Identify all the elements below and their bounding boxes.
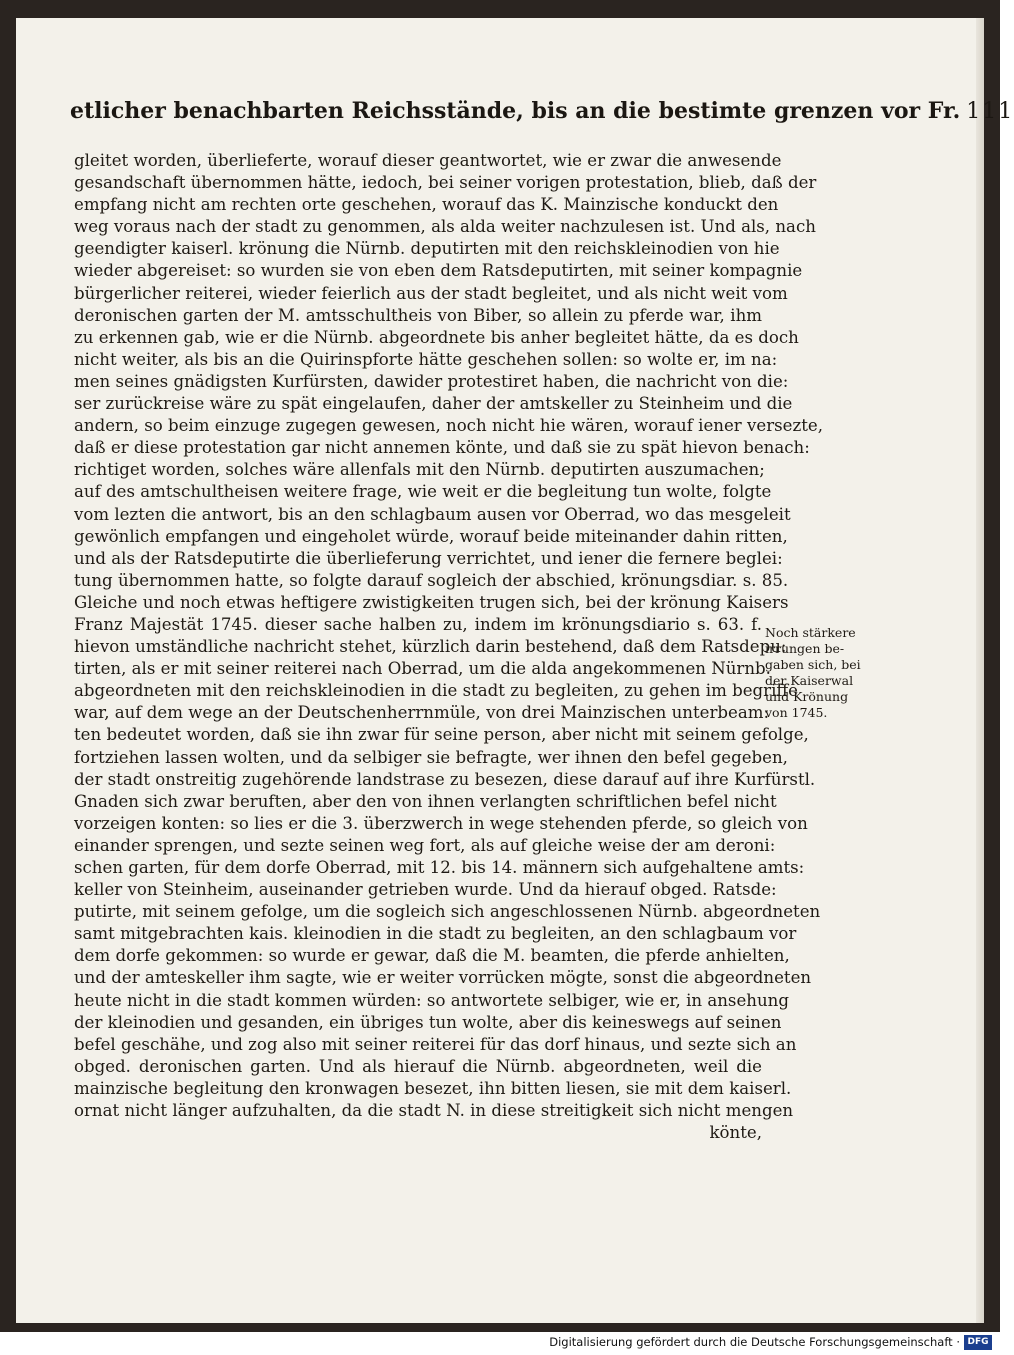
margin-note (765, 625, 875, 721)
margin-note-line: von 1745. (765, 705, 828, 720)
text-line: ser zurückreise wäre zu spät eingelaufen, daher der amtskeller zu Steinheim und die (74, 394, 793, 414)
text-line: und als der Ratsdeputirte die überlieferung verrichtet, und iener die fernere beglei: (74, 548, 783, 568)
text-line: andern, so beim einzuge zugegen gewesen, noch nicht hie wären, worauf iener versezte, (74, 416, 823, 436)
footer-bar (0, 1332, 1000, 1355)
text-line: heute nicht in die stadt kommen würden: so antwortete selbiger, wie er, in ansehung (74, 990, 789, 1010)
text-line: tirten, als er mit seiner reiterei nach Oberrad, um die alda angekommenen Nürnb. (74, 659, 771, 679)
text-line: daß er diese protestation gar nicht annemen könte, und daß sie zu spät hievon benach: (74, 438, 810, 458)
text-line: Gnaden sich zwar beruften, aber den von ihnen verlangten schriftlichen befel nicht (74, 791, 777, 811)
text-line: der kleinodien und gesanden, ein übriges tun wolte, aber dis keineswegs auf seinen (74, 1012, 782, 1032)
footer-credit: Digitalisierung gefördert durch die Deutsche Forschungsgemeinschaft · (549, 1335, 960, 1349)
text-line: hievon umständliche nachricht stehet, kürzlich darin bestehend, daß dem Ratsdepu: (74, 637, 787, 657)
text-line: dem dorfe gekommen: so wurde er gewar, daß die M. beamten, die pferde anhielten, (74, 946, 790, 966)
text-line: und der amteskeller ihm sagte, wie er weiter vorrücken mögte, sonst die abgeordneten (74, 968, 812, 988)
text-line: keller von Steinheim, auseinander getrieben wurde. Und da hierauf obged. Ratsde: (74, 880, 777, 900)
text-line: nicht weiter, als bis an die Quirinspforte hätte geschehen sollen: so wolte er, im na: (74, 349, 778, 369)
text-line: Franz Majestät 1745. dieser sache halben zu, indem im krönungsdiario s. 63. f. (74, 614, 762, 634)
text-line: einander sprengen, und sezte seinen weg fort, als auf gleiche weise der am deroni: (74, 835, 776, 855)
text-line: empfang nicht am rechten orte geschehen, worauf das K. Mainzische konduckt den (74, 195, 779, 215)
text-line: zu erkennen gab, wie er die Nürnb. abgeordnete bis anher begleitet hätte, da es doch (74, 327, 799, 347)
text-line: schen garten, für dem dorfe Oberrad, mit 12. bis 14. männern sich aufgehaltene amts: (74, 858, 805, 877)
text-line: richtiget worden, solches wäre allenfals mit den Nürnb. deputirten auszumachen; (74, 460, 765, 480)
text-line: samt mitgebrachten kais. kleinodien in die stadt zu begleiten, an den schlagbaum vor (74, 924, 797, 944)
text-line: vorzeigen konten: so lies er die 3. überzwerch in wege stehenden pferde, so gleich von (74, 813, 808, 833)
text-line: war, auf dem wege an der Deutschenherrnmüle, von drei Mainzischen unterbeam: (74, 703, 770, 723)
text-line: men seines gnädigsten Kurfürsten, dawider protestiret haben, die nachricht von die: (74, 371, 789, 391)
margin-note-line: gaben sich, bei (765, 657, 861, 672)
running-head (70, 98, 1014, 138)
text-line: gleitet worden, überlieferte, worauf dieser geantwortet, wie er zwar die anwesende (74, 151, 782, 170)
margin-note-line: Noch stärkere (765, 625, 856, 640)
margin-note-line: der Kaiserwal (765, 673, 854, 688)
text-line: ornat nicht länger aufzuhalten, da die stadt N. in diese streitigkeit sich nicht mengen (74, 1101, 794, 1121)
text-line: obged. deronischen garten. Und als hierauf die Nürnb. abgeordneten, weil die (74, 1056, 762, 1076)
page-number: 111 (966, 99, 1014, 124)
text-line: tung übernommen hatte, so folgte darauf sogleich der abschied, krönungsdiar. s. 85. (74, 570, 789, 590)
running-head-text: etlicher benachbarten Reichsstände, bis an die bestimte grenzen vor Fr. (70, 98, 961, 124)
text-line: gesandschaft übernommen hätte, iedoch, bei seiner vorigen protestation, blieb, daß der (74, 173, 817, 193)
text-line: Gleiche und noch etwas heftigere zwistigkeiten trugen sich, bei der krönung Kaisers (74, 592, 789, 612)
text-line: bürgerlicher reiterei, wieder feierlich aus der stadt begleitet, und als nicht weit vom (74, 283, 788, 303)
text-line: wieder abgereiset: so wurden sie von eben dem Ratsdeputirten, mit seiner kompagnie (74, 261, 803, 281)
text-line: ten bedeutet worden, daß sie ihn zwar für seine person, aber nicht mit seinem gefolge, (74, 725, 809, 745)
page-edge (976, 18, 984, 1323)
text-line: deronischen garten der M. amtsschultheis von Biber, so allein zu pferde war, ihm (74, 305, 762, 325)
text-line: auf des amtschultheisen weitere frage, wie weit er die begleitung tun wolte, folgte (74, 482, 772, 502)
text-line: befel geschähe, und zog also mit seiner reiterei für das dorf hinaus, und sezte sich an (74, 1034, 797, 1054)
text-line: gewönlich empfangen und eingeholet würde, worauf beide miteinander dahin ritten, (74, 526, 788, 546)
text-line: weg voraus nach der stadt zu genommen, als alda weiter nachzulesen ist. Und als, nach (74, 217, 816, 237)
margin-note-line: und Krönung (765, 689, 849, 704)
text-line: mainzische begleitung den kronwagen besezet, ihn bitten liesen, sie mit dem kaiserl. (74, 1078, 792, 1098)
text-line: abgeordneten mit den reichskleinodien in die stadt zu begleiten, zu gehen im begriffe (74, 681, 798, 701)
dfg-logo-icon: DFG (964, 1335, 992, 1350)
text-line: vom lezten die antwort, bis an den schlagbaum ausen vor Oberrad, wo das mesgeleit (74, 504, 791, 524)
text-line: fortziehen lassen wolten, und da selbiger sie befragte, wer ihnen den befel gegeben, (74, 747, 788, 767)
text-line: geendigter kaiserl. krönung die Nürnb. deputirten mit den reichskleinodien von hie (74, 239, 780, 259)
text-line: putirte, mit seinem gefolge, um die sogleich sich angeschlossenen Nürnb. abgeordneten (74, 902, 821, 922)
margin-note-line: irrungen be- (765, 641, 845, 656)
text-line: der stadt onstreitig zugehörende landstrase zu besezen, diese darauf auf ihre Kurfürstl. (74, 769, 816, 789)
catchword: könte, (709, 1123, 762, 1143)
